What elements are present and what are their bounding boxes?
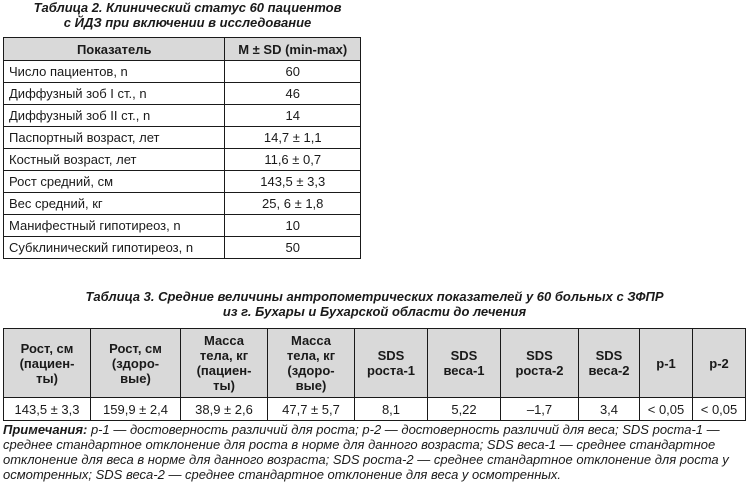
cell-weight-patients: 38,9 ± 2,6 <box>181 398 268 421</box>
table-row <box>4 105 361 127</box>
row-label: Диффузный зоб II ст., n <box>4 105 225 127</box>
cell-sds-weight-2: 3,4 <box>579 398 640 421</box>
table-row <box>4 127 361 149</box>
clinical-status-table <box>3 37 361 259</box>
row-value: 10 <box>225 215 361 237</box>
row-value: 14,7 ± 1,1 <box>225 127 361 149</box>
row-value: 50 <box>225 237 361 259</box>
header-indicator: Показатель <box>4 38 225 61</box>
header-p2: p-2 <box>693 329 746 398</box>
cell-weight-healthy: 47,7 ± 5,7 <box>268 398 355 421</box>
row-value: 25, 6 ± 1,8 <box>225 193 361 215</box>
table3-caption-line2: из г. Бухары и Бухарской области до лечения <box>222 304 527 319</box>
header-sds-height-1: SDS роста-1 <box>355 329 428 398</box>
table-row <box>4 215 361 237</box>
table-row <box>4 237 361 259</box>
table2-caption-line2: с ЙДЗ при включении в исследование <box>63 15 312 30</box>
row-value: 143,5 ± 3,3 <box>225 171 361 193</box>
header-weight-healthy: Масса тела, кг (здоро- вые) <box>268 329 355 398</box>
row-label: Диффузный зоб I ст., n <box>4 83 225 105</box>
row-label: Рост средний, см <box>4 171 225 193</box>
header-sds-weight-2: SDS веса-2 <box>579 329 640 398</box>
table-header-row <box>4 38 361 61</box>
row-label: Паспортный возраст, лет <box>4 127 225 149</box>
table2-caption <box>0 0 375 30</box>
table2-caption-line1: Таблица 2. Клинический статус 60 пациентов <box>33 0 342 15</box>
cell-height-patients: 143,5 ± 3,3 <box>4 398 91 421</box>
row-value: 46 <box>225 83 361 105</box>
cell-sds-height-2: –1,7 <box>501 398 579 421</box>
table-notes <box>3 422 746 482</box>
cell-sds-weight-1: 5,22 <box>428 398 501 421</box>
row-label: Вес средний, кг <box>4 193 225 215</box>
header-sds-weight-1: SDS веса-1 <box>428 329 501 398</box>
row-value: 11,6 ± 0,7 <box>225 149 361 171</box>
row-value: 14 <box>225 105 361 127</box>
header-height-healthy: Рост, см (здоро- вые) <box>91 329 181 398</box>
cell-height-healthy: 159,9 ± 2,4 <box>91 398 181 421</box>
row-value: 60 <box>225 61 361 83</box>
table-row <box>4 83 361 105</box>
row-label: Число пациентов, n <box>4 61 225 83</box>
table-row <box>4 193 361 215</box>
cell-p2: < 0,05 <box>693 398 746 421</box>
table3-caption-line1: Таблица 3. Средние величины антропометрических показателей у 60 больных с ЗФПР <box>85 289 664 304</box>
cell-p1: < 0,05 <box>640 398 693 421</box>
table-header-row <box>4 329 746 398</box>
notes-label: Примечания: <box>3 422 88 437</box>
header-height-patients: Рост, см (пациен- ты) <box>4 329 91 398</box>
row-label: Костный возраст, лет <box>4 149 225 171</box>
notes-text: p-1 — достоверность различий для роста; p-2 — достоверность различий для веса; SDS роста-1 — среднее стандартное отклонение для роста в норме для данного возраста; SDS веса-1 — среднее стандартное отклонение для веса в норме для данного возраста; SDS роста-2 — среднее стандартное отклонение для роста у осмотренных; SDS веса-2 — среднее стандартное отклонение для веса у осмотренных. <box>3 422 729 482</box>
table-row <box>4 149 361 171</box>
header-weight-patients: Масса тела, кг (пациен- ты) <box>181 329 268 398</box>
row-label: Манифестный гипотиреоз, n <box>4 215 225 237</box>
table-row <box>4 171 361 193</box>
header-p1: p-1 <box>640 329 693 398</box>
header-mean-sd: M ± SD (min-max) <box>225 38 361 61</box>
cell-sds-height-1: 8,1 <box>355 398 428 421</box>
table-row <box>4 61 361 83</box>
table-row <box>4 398 746 421</box>
table3-caption <box>0 289 749 319</box>
header-sds-height-2: SDS роста-2 <box>501 329 579 398</box>
row-label: Субклинический гипотиреоз, n <box>4 237 225 259</box>
anthropometric-table <box>3 328 746 421</box>
